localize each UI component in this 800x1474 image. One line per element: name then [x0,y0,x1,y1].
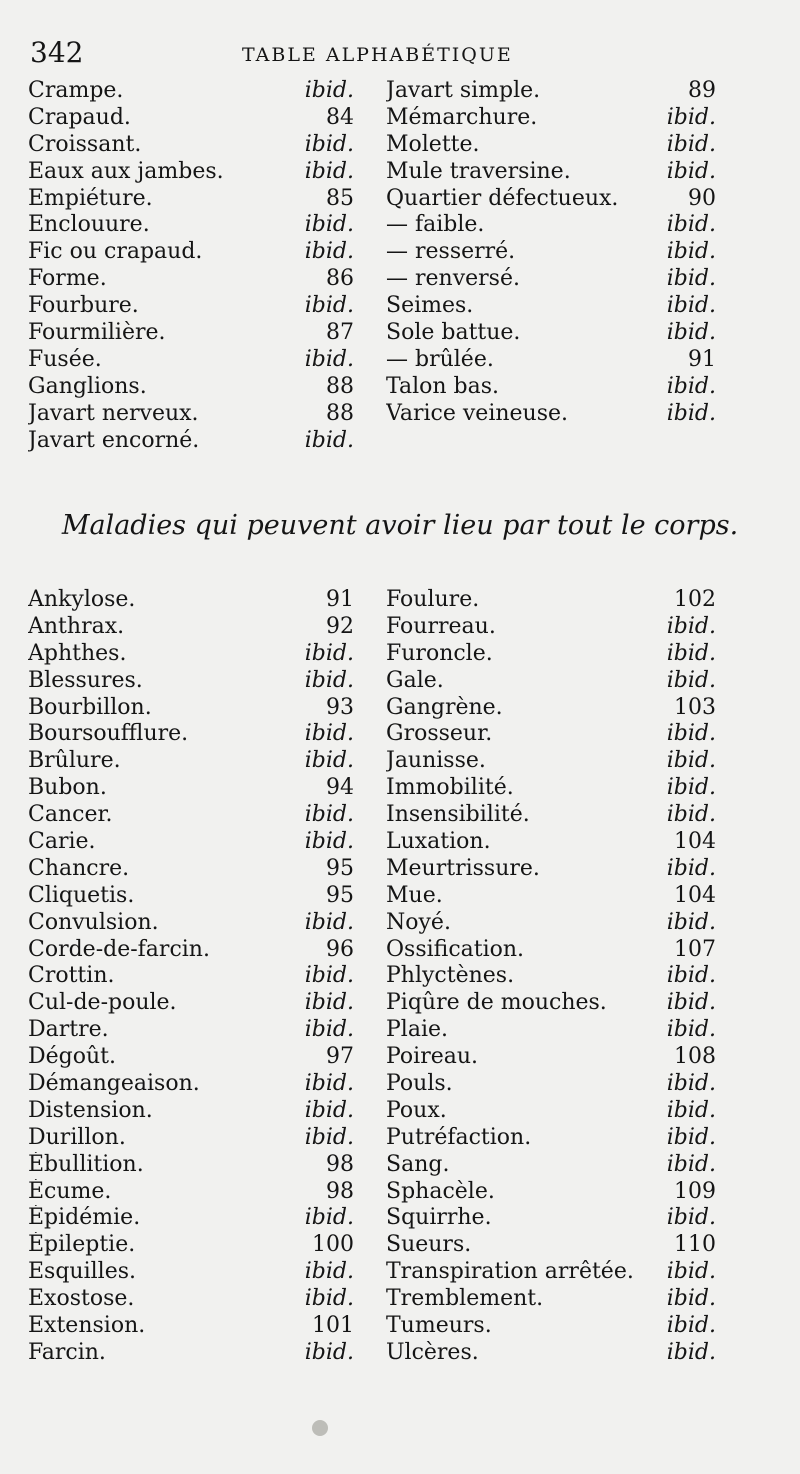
index-term: Tremblement. [386,1286,544,1312]
column-gap [354,293,386,320]
page-reference: ibid. [666,802,716,828]
index-term: Crapaud. [28,104,131,130]
page-reference: ibid. [666,1205,716,1231]
index-term: Ébullition. [28,1151,144,1177]
index-term: Épidémie. [28,1205,141,1231]
index-term: Esquilles. [28,1259,137,1285]
index-section-hoof [28,78,716,454]
page-reference: ibid. [666,293,716,319]
page-reference: ibid. [666,373,716,399]
page-reference: 93 [326,694,354,720]
column-gap [354,802,386,829]
index-term: Brûlure. [28,748,121,774]
column-gap [354,1017,386,1044]
index-row [28,748,716,775]
column-gap [354,963,386,990]
index-term: Ulcères. [386,1339,479,1365]
index-term: Talon bas. [386,373,500,399]
index-term: Démangeaison. [28,1071,200,1097]
page-reference: 95 [326,855,354,881]
page-reference: ibid. [304,346,354,372]
column-gap [354,1286,386,1313]
index-term: Ganglions. [28,373,147,399]
index-row [28,1232,716,1259]
column-gap [354,78,386,105]
index-row [28,1313,716,1340]
page-reference: ibid. [666,1151,716,1177]
index-term: Eaux aux jambes. [28,158,224,184]
index-term: Forme. [28,266,107,292]
column-gap [354,668,386,695]
page-reference: ibid. [666,1017,716,1043]
index-row [28,1179,716,1206]
index-term: Carie. [28,829,96,855]
index-term: — faible. [386,212,485,238]
index-term: Dartre. [28,1017,109,1043]
index-row [28,1071,716,1098]
index-row [28,105,716,132]
page-header [30,36,770,76]
page-reference: ibid. [666,131,716,157]
page-reference: ibid. [304,909,354,935]
index-term: Cliquetis. [28,882,135,908]
column-gap [354,159,386,186]
index-term: Poux. [386,1097,447,1123]
column-gap [354,239,386,266]
index-term: Bourbillon. [28,694,152,720]
index-row [28,132,716,159]
index-term: Cancer. [28,802,113,828]
page-reference: 108 [674,1044,716,1070]
page-reference: ibid. [304,158,354,184]
column-gap [354,1340,386,1367]
page-reference: ibid. [666,1339,716,1365]
column-gap [354,695,386,722]
index-row [28,266,716,293]
index-term: Fic ou crapaud. [28,239,203,265]
page-reference: 88 [326,400,354,426]
index-row [28,401,716,428]
index-row [28,695,716,722]
page-reference: 91 [688,346,716,372]
page-reference: 102 [674,587,716,612]
index-row [28,374,716,401]
page-reference: 104 [674,882,716,908]
index-term: Poireau. [386,1044,479,1070]
column-gap [354,320,386,347]
page-reference: ibid. [666,266,716,292]
column-gap [354,1044,386,1071]
column-gap [354,1205,386,1232]
page-reference: ibid. [666,855,716,881]
page-reference: ibid. [666,239,716,265]
column-gap [354,1071,386,1098]
page-reference: ibid. [304,640,354,666]
column-gap [354,856,386,883]
page-reference: ibid. [666,667,716,693]
index-term: Mule traversine. [386,158,571,184]
index-row [28,802,716,829]
index-term: Dégoût. [28,1044,116,1070]
page-reference: ibid. [666,1071,716,1097]
page-reference: ibid. [304,721,354,747]
column-gap [354,910,386,937]
index-row [28,1259,716,1286]
index-term: Anthrax. [28,613,125,639]
page-reference: ibid. [666,104,716,130]
page-reference: 89 [688,78,716,103]
page-reference: ibid. [666,990,716,1016]
index-row [28,1205,716,1232]
page-reference: ibid. [666,1313,716,1339]
page-reference: ibid. [304,131,354,157]
index-term: Boursoufflure. [28,721,189,747]
column-gap [354,990,386,1017]
index-term: Mue. [386,882,443,908]
index-row [28,587,716,614]
index-term: Sphacèle. [386,1178,495,1204]
column-gap [354,1098,386,1125]
index-term: Sole battue. [386,320,521,346]
index-term: Fourmilière. [28,320,166,346]
page-reference: ibid. [666,909,716,935]
index-term: Aphthes. [28,640,127,666]
column-gap [354,1313,386,1340]
index-term: Durillon. [28,1124,126,1150]
page-reference: ibid. [304,293,354,319]
index-term: Noyé. [386,909,451,935]
page-reference: ibid. [304,1124,354,1150]
column-gap [354,186,386,213]
page-reference: ibid. [304,1017,354,1043]
index-term: Épileptie. [28,1232,136,1258]
page-reference: ibid. [304,990,354,1016]
page-reference: ibid. [666,1097,716,1123]
page-reference: ibid. [304,1071,354,1097]
index-term: Meurtrissure. [386,855,540,881]
page-reference: ibid. [666,613,716,639]
column-gap [354,212,386,239]
index-row [28,614,716,641]
index-term: Plaie. [386,1017,449,1043]
column-gap [354,266,386,293]
page-reference: 90 [688,185,716,211]
column-gap [354,614,386,641]
index-term: Pouls. [386,1071,453,1097]
index-term: Foulure. [386,587,480,612]
page-reference: 109 [674,1178,716,1204]
page-reference: ibid. [304,427,354,453]
index-row [28,78,716,105]
index-term: Putréfaction. [386,1124,532,1150]
index-row [28,856,716,883]
index-row [28,1017,716,1044]
page-reference: 84 [326,104,354,130]
index-term: Furoncle. [386,640,493,666]
index-row [28,1286,716,1313]
page-reference: ibid. [666,775,716,801]
index-term: Bubon. [28,775,107,801]
index-row [28,428,716,455]
column-gap [354,937,386,964]
page-reference: 91 [326,587,354,612]
index-row [28,1340,716,1367]
page-reference: ibid. [304,667,354,693]
page-reference: ibid. [666,640,716,666]
index-term: Crampe. [28,78,124,103]
index-term: Phlyctènes. [386,963,515,989]
page-reference: 87 [326,320,354,346]
index-term: Javart encorné. [28,427,200,453]
index-term: — resserré. [386,239,516,265]
page-reference: 96 [326,936,354,962]
page-reference: 104 [674,829,716,855]
index-term: Ankylose. [28,587,136,612]
page-reference: ibid. [666,158,716,184]
index-term: Gangrène. [386,694,503,720]
index-row [28,775,716,802]
column-gap [354,401,386,428]
column-gap [354,721,386,748]
page-reference: 95 [326,882,354,908]
index-row [28,212,716,239]
page-reference: ibid. [304,1339,354,1365]
column-gap [354,1232,386,1259]
page-reference: ibid. [304,1286,354,1312]
page-reference [656,428,716,455]
column-gap [354,132,386,159]
index-row [28,293,716,320]
page-reference: 107 [674,936,716,962]
index-term: Fourbure. [28,293,139,319]
index-row [28,883,716,910]
index-term: Extension. [28,1313,146,1339]
index-term: Seimes. [386,293,474,319]
index-term [386,428,656,455]
index-row [28,1044,716,1071]
page-reference: ibid. [304,212,354,238]
index-row [28,937,716,964]
page-reference: 85 [326,185,354,211]
index-term: — brûlée. [386,346,494,372]
index-term: Croissant. [28,131,142,157]
index-term: Javart simple. [386,78,541,103]
page-reference: ibid. [304,802,354,828]
index-term: Quartier défectueux. [386,185,619,211]
index-row [28,320,716,347]
page-reference: ibid. [666,400,716,426]
page-reference: ibid. [304,239,354,265]
column-gap [354,1125,386,1152]
page-reference: ibid. [304,1259,354,1285]
index-row [28,159,716,186]
page-reference: 94 [326,775,354,801]
index-row [28,668,716,695]
index-section-body [28,587,716,1367]
index-term: Tumeurs. [386,1313,492,1339]
index-term: Écume. [28,1178,112,1204]
column-gap [354,1179,386,1206]
index-row [28,829,716,856]
index-row [28,641,716,668]
column-gap [354,775,386,802]
page-reference: ibid. [666,963,716,989]
index-term: — renversé. [386,266,520,292]
index-row [28,1125,716,1152]
index-term: Distension. [28,1097,153,1123]
page-reference: 98 [326,1178,354,1204]
index-term: Farcin. [28,1339,106,1365]
page-reference: 101 [312,1313,354,1339]
page-reference: 92 [326,613,354,639]
column-gap [354,748,386,775]
index-term: Ossification. [386,936,525,962]
index-term: Corde-de-farcin. [28,936,210,962]
page-number: 342 [30,36,84,69]
index-row [28,721,716,748]
column-gap [354,1152,386,1179]
section-heading: Maladies qui peuvent avoir lieu par tout le corps. [61,510,739,541]
page-reference: ibid. [666,320,716,346]
index-term: Javart nerveux. [28,400,199,426]
column-gap [354,374,386,401]
index-term: Empiéture. [28,185,153,211]
index-term: Fusée. [28,346,102,372]
index-row [28,910,716,937]
page-reference: ibid. [666,212,716,238]
column-gap [354,829,386,856]
column-gap [354,641,386,668]
index-row [28,239,716,266]
index-term: Chancre. [28,855,130,881]
index-term: Immobilité. [386,775,514,801]
page-reference: 100 [312,1232,354,1258]
index-row [28,347,716,374]
index-term: Grosseur. [386,721,493,747]
index-row [28,990,716,1017]
index-term: Insensibilité. [386,802,530,828]
page-reference: 88 [326,373,354,399]
page-reference: 110 [674,1232,716,1258]
index-term: Gale. [386,667,444,693]
index-row [28,963,716,990]
page-reference: 86 [326,266,354,292]
column-gap [354,587,386,614]
index-term: Enclouure. [28,212,150,238]
page-reference: ibid. [304,829,354,855]
index-term: Piqûre de mouches. [386,990,607,1016]
index-term: Sang. [386,1151,450,1177]
index-term: Mémarchure. [386,104,538,130]
page-reference: ibid. [304,1205,354,1231]
index-term: Transpiration arrêtée. [386,1259,634,1285]
page-reference: ibid. [666,1124,716,1150]
page-reference: ibid. [304,963,354,989]
index-term: Molette. [386,131,480,157]
page-reference: 97 [326,1044,354,1070]
index-term: Crottin. [28,963,115,989]
index-term: Convulsion. [28,909,159,935]
index-term: Cul-de-poule. [28,990,177,1016]
column-gap [354,347,386,374]
column-gap [354,428,386,455]
paper-stain [312,1420,328,1436]
column-gap [354,883,386,910]
index-term: Squirrhe. [386,1205,492,1231]
page-reference: ibid. [304,78,354,103]
page-reference: ibid. [666,721,716,747]
page-reference: ibid. [666,1286,716,1312]
page-reference: 98 [326,1151,354,1177]
index-term: Luxation. [386,829,491,855]
index-row [28,1098,716,1125]
page-reference: ibid. [666,1259,716,1285]
index-term: Varice veineuse. [386,400,569,426]
page-reference: ibid. [666,748,716,774]
index-row [28,1152,716,1179]
column-gap [354,1259,386,1286]
index-term: Jaunisse. [386,748,486,774]
index-row [28,186,716,213]
running-title: TABLE ALPHABÉTIQUE [242,44,513,66]
index-term: Exostose. [28,1286,135,1312]
column-gap [354,105,386,132]
page-reference: 103 [674,694,716,720]
index-term: Sueurs. [386,1232,472,1258]
page-reference: ibid. [304,748,354,774]
index-term: Blessures. [28,667,143,693]
index-term: Fourreau. [386,613,496,639]
page-reference: ibid. [304,1097,354,1123]
